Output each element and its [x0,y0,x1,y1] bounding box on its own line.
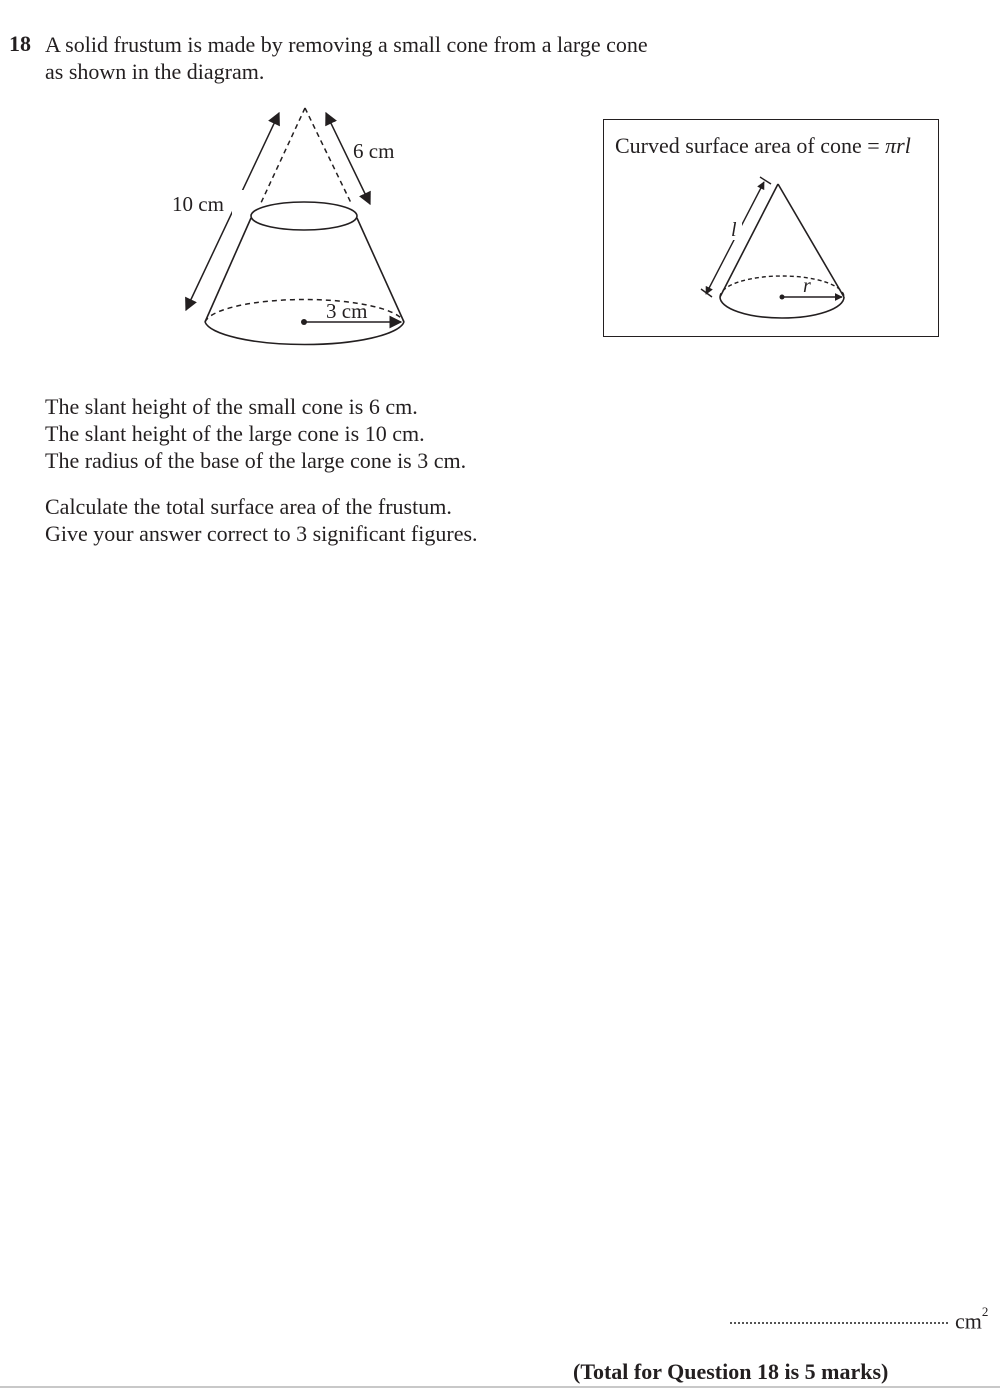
formula-text: Curved surface area of cone = [615,133,886,158]
answer-unit: $cm^2$ [955,1304,989,1334]
instruction-calculate: Calculate the total surface area of the frustum. [45,494,452,519]
instruction-significant-figures: Give your answer correct to 3 significant figures. [45,521,478,546]
total-marks: (Total for Question 18 is 5 marks) [573,1359,889,1384]
frustum-base-back [205,299,404,322]
question-number: 18 [9,31,31,56]
small-cone-right-edge [305,108,352,205]
frustum-left-side [205,218,251,322]
frustum-diagram [0,0,600,380]
question-intro-line-2: as shown in the diagram. [45,59,265,84]
ref-cone-base-front [720,297,844,318]
question-intro-line-1: A solid frustum is made by removing a small cone from a large cone [45,32,648,57]
large-slant-label: 10 cm [172,192,224,216]
small-cone-left-edge [260,108,305,205]
frustum-top-face [251,202,357,230]
formula-expression: πrl [885,133,911,158]
small-slant-label: 6 cm [353,139,395,163]
ref-slant-symbol: l [731,219,737,241]
formula-title [615,133,911,159]
answer-line[interactable] [730,1322,948,1324]
radius-label: 3 cm [326,299,368,323]
fact-base-radius: The radius of the base of the large cone is 3 cm. [45,448,467,473]
ref-cone-base-back [720,276,844,297]
cone-reference-diagram [690,170,870,330]
ref-radius-symbol: r [803,275,811,297]
frustum-base-front [205,322,404,345]
fact-small-slant: The slant height of the small cone is 6 cm. [45,394,418,419]
fact-large-slant: The slant height of the large cone is 10 cm. [45,421,425,446]
ref-cone-left-side [720,184,778,297]
ref-cone-right-side [778,184,844,297]
bottom-rule [0,1386,1000,1388]
